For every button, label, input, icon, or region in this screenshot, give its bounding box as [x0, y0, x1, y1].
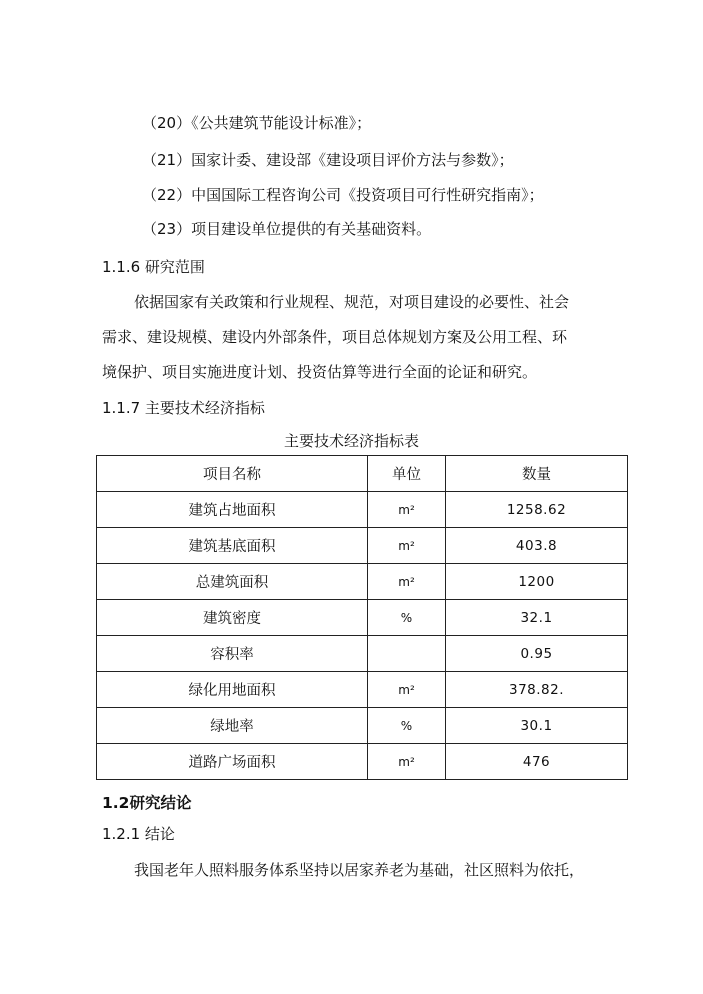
section-heading-indicators: 1.1.7 主要技术经济指标: [102, 399, 265, 417]
table-row: [97, 672, 628, 708]
row-unit: %: [368, 600, 446, 636]
reference-item-22: （22）中国国际工程咨询公司《投资项目可行性研究指南》；: [142, 186, 544, 204]
paragraph-line: 我国老年人照料服务体系坚持以居家养老为基础，社区照料为依托，: [134, 861, 585, 879]
table-row: [97, 636, 628, 672]
header-item-name: 项目名称: [97, 456, 368, 492]
reference-item-20: （20）《公共建筑节能设计标准》；: [142, 114, 372, 132]
row-name: 绿地率: [97, 708, 368, 744]
row-value: 403.8: [446, 528, 628, 564]
row-name: 总建筑面积: [97, 564, 368, 600]
table-row: [97, 600, 628, 636]
indicator-table: [96, 455, 628, 780]
table-row: [97, 744, 628, 780]
row-name: 建筑密度: [97, 600, 368, 636]
header-quantity: 数量: [446, 456, 628, 492]
reference-item-21: （21）国家计委、建设部《建设项目评价方法与参数》；: [142, 151, 514, 169]
row-name: 道路广场面积: [97, 744, 368, 780]
row-unit: m²: [368, 528, 446, 564]
table-row: [97, 492, 628, 528]
section-heading-conclusion: 1.2研究结论: [102, 794, 192, 812]
row-unit: [368, 636, 446, 672]
paragraph-line: 需求、建设规模、建设内外部条件，项目总体规划方案及公用工程、环: [102, 328, 568, 346]
row-name: 建筑占地面积: [97, 492, 368, 528]
table-row: [97, 528, 628, 564]
row-value: 32.1: [446, 600, 628, 636]
reference-item-23: （23）项目建设单位提供的有关基础资料。: [142, 220, 432, 238]
row-name: 容积率: [97, 636, 368, 672]
row-value: 378.82.: [446, 672, 628, 708]
row-unit: m²: [368, 672, 446, 708]
table-row: [97, 564, 628, 600]
row-unit: m²: [368, 564, 446, 600]
header-unit: 单位: [368, 456, 446, 492]
row-value: 30.1: [446, 708, 628, 744]
paragraph-line: 境保护、项目实施进度计划、投资估算等进行全面的论证和研究。: [102, 363, 538, 381]
row-unit: m²: [368, 744, 446, 780]
table-header-row: [97, 456, 628, 492]
row-value: 0.95: [446, 636, 628, 672]
row-value: 476: [446, 744, 628, 780]
table-row: [97, 708, 628, 744]
row-name: 建筑基底面积: [97, 528, 368, 564]
row-name: 绿化用地面积: [97, 672, 368, 708]
row-unit: %: [368, 708, 446, 744]
subsection-heading-conclusion: 1.2.1 结论: [102, 825, 175, 843]
table-caption: 主要技术经济指标表: [283, 432, 419, 450]
row-value: 1258.62: [446, 492, 628, 528]
section-heading-research-scope: 1.1.6 研究范围: [102, 258, 205, 276]
paragraph-line: 依据国家有关政策和行业规程、规范，对项目建设的必要性、社会: [134, 293, 570, 311]
row-value: 1200: [446, 564, 628, 600]
row-unit: m²: [368, 492, 446, 528]
